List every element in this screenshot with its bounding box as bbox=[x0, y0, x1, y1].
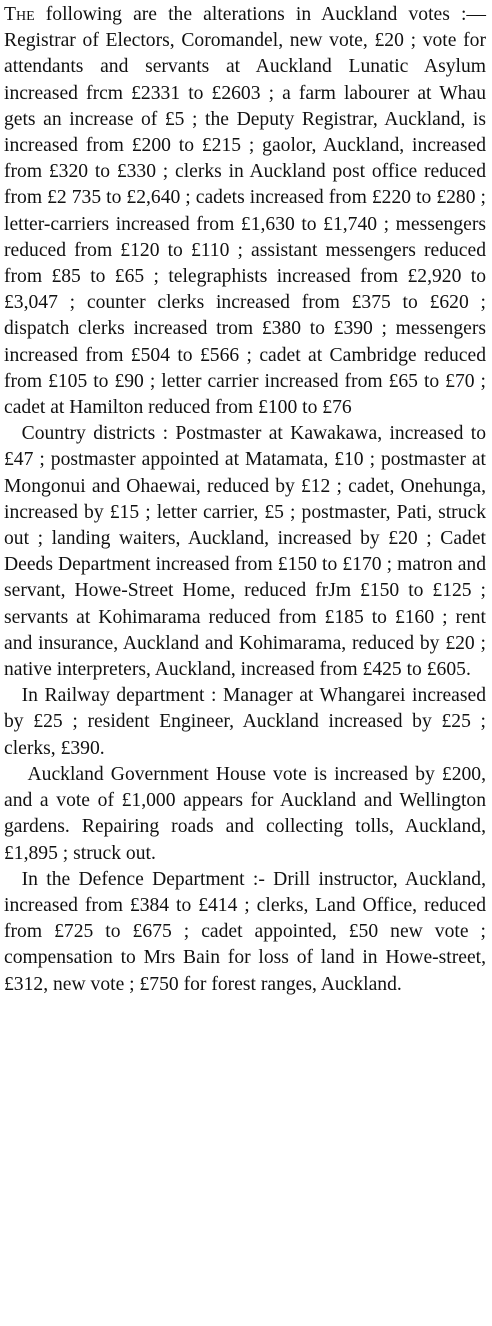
paragraph-country-districts: Country districts : Postmaster at Kawakawa, increased to £47 ; postmaster appointed at Matamata, £10 ; postmaster at Mongonui and Ohaewai, reduced by £12 ; cadet, Onehunga, increased by £15 ; letter carrier, £5 ; postmaster, Pati, struck out ; landing waiters, Auckland, increased by £20 ; Cadet Deeds Department increased from £150 to £170 ; matron and servant, Howe-Street Home, reduced frJm £150 to £125 ; servants at Kohimarama reduced from £185 to £160 ; rent and insurance, Auckland and Kohimarama, reduced by £20 ; native interpreters, Auckland, increased from £425 to £605. bbox=[4, 423, 486, 681]
paragraph-railway-department: In Railway department : Manager at Whangarei increased by £25 ; resident Engineer, Auckland increased by £25 ; clerks, £390. bbox=[4, 685, 486, 759]
paragraph-government-house: Auckland Government House vote is increased by £200, and a vote of £1,000 appears for Auckland and Wellington gardens. Repairing roads and collecting tolls, Auckland, £1,895 ; struck out. bbox=[4, 763, 486, 864]
lead-word: The bbox=[4, 4, 35, 25]
paragraph-text: following are the alterations in Auckland votes :—Registrar of Electors, Coromandel, new vote, £20 ; vote for attendants and servants at Auckland Lunatic Asylum increased frcm £2331 to £2603 ; a farm labourer at Whau gets an increase of £5 ; the Deputy Registrar, Auckland, is increased from £200 to £215 ; gaolor, Auckland, increased from £320 to £330 ; clerks in Auckland post office reduced from £2 735 to £2,640 ; cadets increased from £220 to £280 ; letter-carriers increased from £1,630 to £1,740 ; messengers reduced from £120 to £110 ; assistant messengers reduced from £85 to £65 ; telegraphists increased from £2,920 to £3,047 ; counter clerks increased from £375 to £620 ; dispatch clerks increased trom £380 to £390 ; messengers increased from £504 to £566 ; cadet at Cambridge reduced from £105 to £90 ; letter carrier increased from £65 to £70 ; cadet at Hamilton reduced from £100 to £76 bbox=[4, 4, 486, 419]
paragraph-auckland-votes bbox=[4, 2, 486, 421]
paragraph-defence-department: In the Defence Department :- Drill instructor, Auckland, increased from £384 to £414 ; clerks, Land Office, reduced from £725 to £675 ; cadet appointed, £50 new vote ; compensation to Mrs Bain for loss of land in Howe-street, £312, new vote ; £750 for forest ranges, Auckland. bbox=[4, 868, 486, 995]
